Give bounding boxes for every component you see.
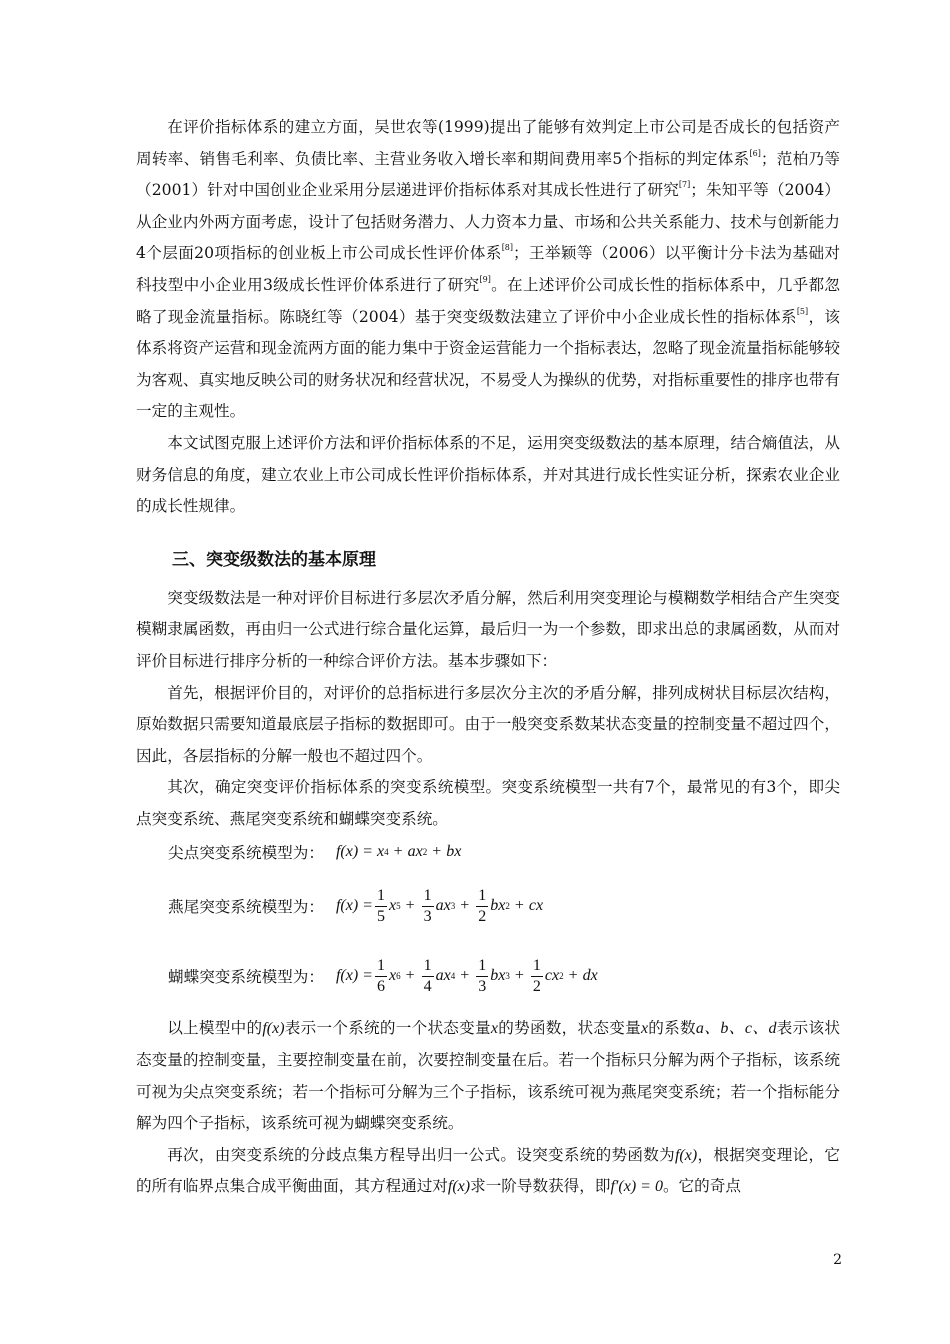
text-span: 的势函数，状态变量 bbox=[497, 1019, 641, 1038]
text-span: 。在上述评价公司成长性的指标体系中，几乎都忽略了现金流量指标。陈晓红等（2004）基于突变级数法建立了评价中小企业成长性的指标体系 bbox=[136, 275, 840, 326]
fraction bbox=[422, 886, 434, 927]
formula-operator: + bbox=[514, 897, 524, 915]
formula-lhs: f(x) = bbox=[335, 967, 373, 985]
fraction-denominator: 2 bbox=[532, 977, 541, 995]
fraction bbox=[375, 956, 387, 997]
inline-math: a、b、c、d bbox=[695, 1020, 777, 1038]
fraction-numerator: 1 bbox=[375, 886, 387, 907]
fraction bbox=[375, 886, 387, 927]
formula-expression: f(x) = x 4 + ax 2 + bx bbox=[335, 843, 462, 861]
formula-operator: + bbox=[460, 897, 470, 915]
inline-math: f′(x) = 0 bbox=[610, 1178, 663, 1196]
paragraph-paper-aim: 本文试图克服上述评价方法和评价指标体系的不足，运用突变级数法的基本原理，结合熵值法，从财务信息的角度，建立农业上市公司成长性评价指标体系，并对其进行成长性实证分析，探索农业企业的成长性规律。 bbox=[136, 433, 840, 516]
paragraph-method-definition: 突变级数法是一种对评价目标进行多层次矛盾分解，然后利用突变理论与模糊数学相结合产生突变模糊隶属函数，再由归一公式进行综合量化运算，最后归一为一个参数，即求出总的隶属函数，从而对评价目标进行排序分析的一种综合评价方法。基本步骤如下： bbox=[136, 588, 840, 670]
formula-term: x bbox=[388, 967, 397, 985]
inline-math: x bbox=[490, 1020, 498, 1038]
formula-operator: + bbox=[568, 967, 578, 985]
fraction bbox=[531, 956, 543, 997]
paragraph-step-third bbox=[136, 1140, 840, 1203]
formula-label: 尖点突变系统模型为： bbox=[168, 844, 324, 863]
formula-operator: + bbox=[460, 967, 470, 985]
inline-math: f(x) bbox=[447, 1178, 471, 1196]
text-span: ，该体系将资产运营和现金流两方面的能力集中于资金运营能力一个指标表达，忽略了现金流量指标能够较为客观、真实地反映公司的财务状况和经营状况，不易受人为操纵的优势，对指标重要性的排序也带有一定的主观性。 bbox=[136, 307, 840, 421]
citation-ref: [6] bbox=[749, 148, 761, 158]
section-heading: 三、突变级数法的基本原理 bbox=[172, 549, 376, 570]
formula-butterfly bbox=[136, 945, 840, 1007]
text-span: 在评价指标体系的建立方面，吴世农等(1999)提出了能够有效判定上市公司是否成长的包括资产周转率、销售毛利率、负债比率、主营业务收入增长率和期间费用率5个指标的判定体系 bbox=[136, 118, 840, 168]
fraction-numerator: 1 bbox=[422, 886, 434, 907]
fraction-denominator: 3 bbox=[478, 977, 487, 995]
fraction-numerator: 1 bbox=[476, 956, 488, 977]
formula-term: bx bbox=[490, 897, 506, 915]
inline-math: f(x) bbox=[262, 1020, 285, 1038]
formula-term: x bbox=[388, 897, 397, 915]
formula-term: cx bbox=[544, 967, 560, 985]
fraction-denominator: 6 bbox=[376, 977, 385, 995]
text-span: ，根据突变理论，它的所有临界点集合成平衡曲面，其方程通过对 bbox=[136, 1145, 840, 1196]
fraction bbox=[476, 956, 488, 997]
formula-operator: + bbox=[393, 843, 403, 861]
fraction bbox=[422, 956, 434, 997]
formula-term: bx bbox=[446, 843, 462, 861]
citation-ref: [9] bbox=[479, 274, 491, 284]
formula-lhs: f(x) = bbox=[335, 897, 373, 915]
formula-label: 蝴蝶突变系统模型为： bbox=[168, 968, 324, 987]
fraction-numerator: 1 bbox=[476, 886, 488, 907]
formula-term: bx bbox=[490, 967, 506, 985]
text-span: 的系数 bbox=[648, 1019, 696, 1038]
text-span: 表示一个系统的一个状态变量 bbox=[284, 1019, 491, 1038]
formula-expression: f(x) = $\frac{1}{6}$ x 6 + $\frac{1}{4}$ ax 4 + $\frac{1}{3}$ bx 3 + $\frac{1}{2}$ cx 2 + dx bbox=[335, 956, 598, 995]
text-span: ；王举颖等（2006）以平衡计分卡法为基础对科技型中小企业用3级成长性评价体系进行了研究 bbox=[136, 244, 841, 294]
paragraph-evaluation-index-review bbox=[136, 112, 840, 428]
text-span: 表示该状态变量的控制变量，主要控制变量在前，次要控制变量在后。若一个指标只分解为两个子指标，该系统可视为尖点突变系统；若一个指标可分解为三个子指标，该系统可视为燕尾突变系统；若一个指标能分解为四个子指标，该系统可视为蝴蝶突变系统。 bbox=[136, 1019, 840, 1133]
formula-lhs: f(x) = bbox=[335, 843, 373, 861]
paragraph-model-explanation bbox=[136, 1013, 840, 1139]
citation-ref: [8] bbox=[501, 243, 514, 253]
formula-cusp bbox=[136, 837, 840, 867]
formula-expression: f(x) = $\frac{1}{5}$ x 5 + $\frac{1}{3}$ ax 3 + $\frac{1}{2}$ bx 2 + cx bbox=[335, 886, 544, 925]
fraction-denominator: 4 bbox=[423, 977, 432, 995]
formula-operator: + bbox=[432, 843, 442, 861]
inline-math: x bbox=[640, 1020, 649, 1038]
formula-operator: + bbox=[514, 967, 524, 985]
fraction-numerator: 1 bbox=[422, 956, 434, 977]
formula-term: x bbox=[376, 843, 385, 861]
text-span: 。它的奇点 bbox=[662, 1177, 741, 1196]
paragraph-step-first: 首先，根据评价目的，对评价的总指标进行多层次分主次的矛盾分解，排列成树状目标层次结构，原始数据只需要知道最底层子指标的数据即可。由于一般突变系数某状态变量的控制变量不超过四个，因此，各层指标的分解一般也不超过四个。 bbox=[136, 683, 840, 765]
fraction-numerator: 1 bbox=[375, 956, 387, 977]
formula-operator: + bbox=[405, 897, 415, 915]
inline-math: f(x) bbox=[674, 1146, 698, 1164]
fraction-denominator: 3 bbox=[423, 907, 432, 925]
formula-term: ax bbox=[435, 967, 451, 985]
fraction-denominator: 5 bbox=[376, 907, 385, 925]
fraction-denominator: 2 bbox=[478, 907, 487, 925]
formula-operator: + bbox=[405, 967, 415, 985]
paragraph-step-second: 其次，确定突变评价指标体系的突变系统模型。突变系统模型一共有7个，最常见的有3个，即尖点突变系统、燕尾突变系统和蝴蝶突变系统。 bbox=[136, 778, 840, 828]
formula-term: ax bbox=[435, 897, 451, 915]
formula-term: dx bbox=[582, 967, 598, 985]
text-span: 以上模型中的 bbox=[167, 1019, 263, 1038]
formula-term: cx bbox=[528, 897, 544, 915]
text-span: 求一阶导数获得，即 bbox=[470, 1177, 611, 1196]
text-span: 再次，由突变系统的分歧点集方程导出归一公式。设突变系统的势函数为 bbox=[167, 1145, 675, 1164]
formula-label: 燕尾突变系统模型为： bbox=[168, 898, 324, 917]
text-span: ；朱知平等（2004）从企业内外两方面考虑，设计了包括财务潜力、人力资本力量、市场和公共关系能力、技术与创新能力4个层面20项指标的创业板上市公司成长性评价体系 bbox=[136, 181, 841, 263]
citation-ref: [7] bbox=[678, 180, 691, 190]
text-span: ；范柏乃等（2001）针对中国创业企业采用分层递进评价指标体系对其成长性进行了研究 bbox=[136, 149, 840, 200]
fraction-numerator: 1 bbox=[531, 956, 543, 977]
fraction bbox=[476, 886, 488, 927]
page-body bbox=[136, 112, 840, 1203]
page-number: 2 bbox=[833, 1252, 842, 1268]
citation-ref: [5] bbox=[796, 306, 809, 316]
formula-swallowtail bbox=[136, 875, 840, 937]
formula-term: ax bbox=[407, 843, 423, 861]
